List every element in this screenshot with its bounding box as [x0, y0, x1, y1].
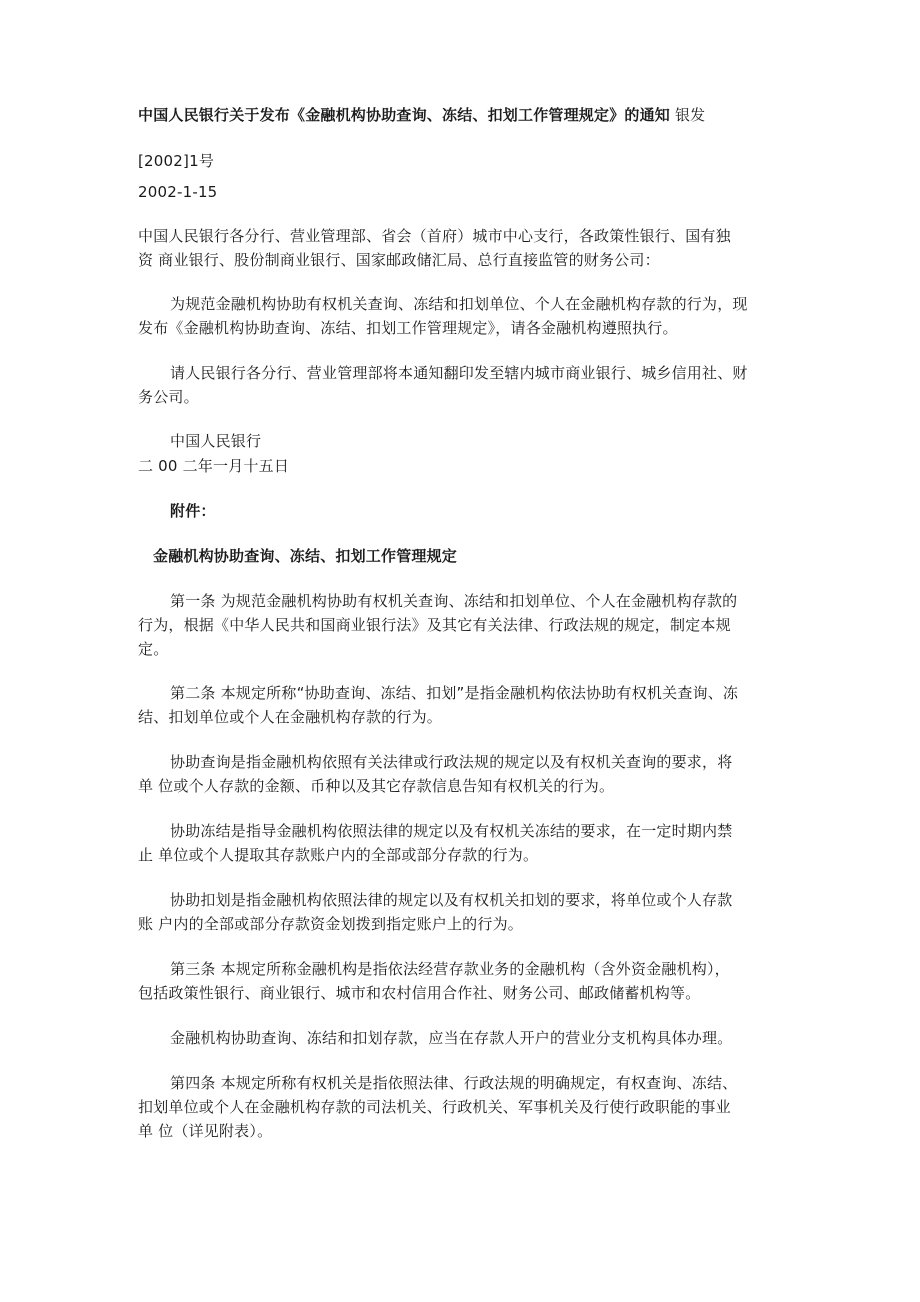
article-4-line-1: 第四条 本规定所称有权机关是指依照法律、行政法规的明确规定，有权查询、冻结、: [170, 1074, 738, 1092]
para1-line-1: 为规范金融机构协助有权机关查询、冻结和扣划单位、个人在金融机构存款的行为，现: [170, 295, 748, 313]
notice-title: [138, 103, 705, 127]
article-4-line-2: 扣划单位或个人在金融机构存款的司法机关、行政机关、军事机关及行使行政职能的事业: [138, 1098, 731, 1116]
article-2-line-2: 结、扣划单位或个人在金融机构存款的行为。: [138, 708, 443, 726]
query-def-line-1: 协助查询是指金融机构依照有关法律或行政法规的规定以及有权机关查询的要求，将: [170, 753, 733, 771]
para2-line-2: 务公司。: [138, 388, 199, 406]
addressee-line-2: 资 商业银行、股份制商业银行、国家邮政储汇局、总行直接监管的财务公司：: [138, 251, 660, 269]
freeze-def-line-2: 止 单位或个人提取其存款账户内的全部或部分存款的行为。: [138, 846, 539, 864]
article-3b-line-1: 金融机构协助查询、冻结和扣划存款，应当在存款人开户的营业分支机构具体办理。: [170, 1029, 733, 1047]
article-3-line-2: 包括政策性银行、商业银行、城市和农村信用合作社、财务公司、邮政储蓄机构等。: [138, 984, 701, 1002]
regulation-title: 金融机构协助查询、冻结、扣划工作管理规定: [153, 547, 458, 565]
article-4-line-3: 单 位（详见附表）。: [138, 1122, 273, 1140]
notice-date: 2002-1-15: [138, 183, 218, 201]
signer: 中国人民银行: [170, 432, 262, 450]
sign-date: 二 00 二年一月十五日: [138, 457, 290, 475]
article-1-line-3: 定。: [138, 640, 169, 658]
notice-title-main: 中国人民银行关于发布《金融机构协助查询、冻结、扣划工作管理规定》的通知: [138, 106, 671, 124]
article-3-line-1: 第三条 本规定所称金融机构是指依法经营存款业务的金融机构（含外资金融机构），: [170, 960, 730, 978]
attachment-label: 附件：: [170, 502, 216, 520]
notice-title-suffix: 银发: [674, 106, 706, 124]
deduct-def-line-1: 协助扣划是指金融机构依照法律的规定以及有权机关扣划的要求，将单位或个人存款: [170, 891, 733, 909]
para1-line-2: 发布《金融机构协助查询、冻结、扣划工作管理规定》，请各金融机构遵照执行。: [138, 319, 678, 337]
doc-number: [2002]1号: [138, 152, 215, 170]
article-2-line-1: 第二条 本规定所称“协助查询、冻结、扣划”是指金融机构依法协助有权机关查询、冻: [170, 684, 739, 702]
article-1-line-2: 行为，根据《中华人民共和国商业银行法》及其它有关法律、行政法规的规定，制定本规: [138, 616, 731, 634]
article-1-line-1: 第一条 为规范金融机构协助有权机关查询、冻结和扣划单位、个人在金融机构存款的: [170, 592, 738, 610]
addressee-line-1: 中国人民银行各分行、营业管理部、省会（首府）城市中心支行，各政策性银行、国有独: [138, 227, 731, 245]
deduct-def-line-2: 账 户内的全部或部分存款资金划拨到指定账户上的行为。: [138, 915, 523, 933]
freeze-def-line-1: 协助冻结是指导金融机构依照法律的规定以及有权机关冻结的要求，在一定时期内禁: [170, 822, 733, 840]
para2-line-1: 请人民银行各分行、营业管理部将本通知翻印发至辖内城市商业银行、城乡信用社、财: [170, 364, 748, 382]
query-def-line-2: 单 位或个人存款的金额、币种以及其它存款信息告知有权机关的行为。: [138, 777, 615, 795]
